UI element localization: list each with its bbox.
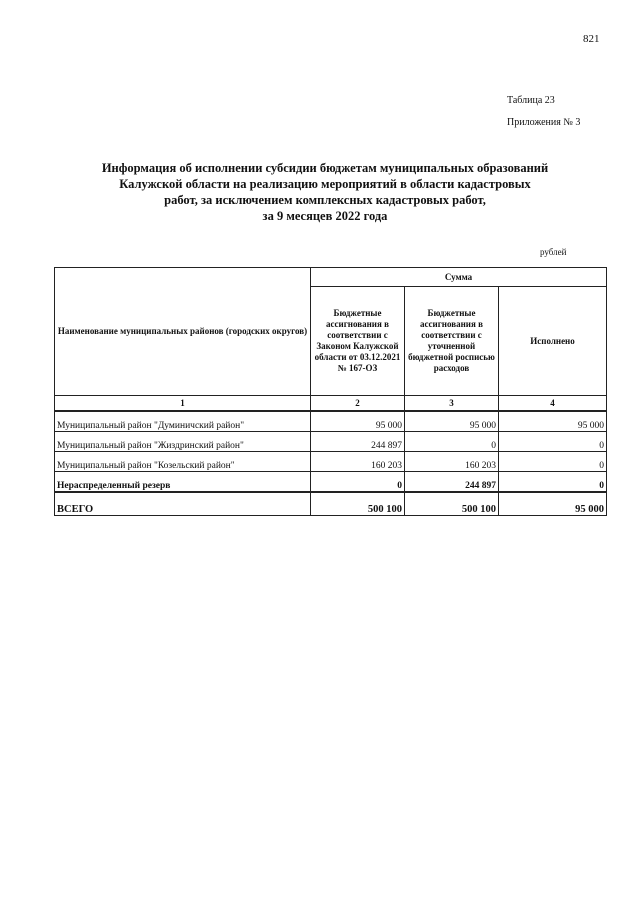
reserve-name: Нераспределенный резерв bbox=[55, 472, 311, 493]
revised-amount: 0 bbox=[405, 432, 499, 452]
law-amount: 160 203 bbox=[311, 452, 405, 472]
revised-amount: 244 897 bbox=[405, 472, 499, 493]
column-number: 4 bbox=[499, 396, 607, 412]
table-row-total bbox=[55, 492, 607, 516]
total-label: ВСЕГО bbox=[55, 492, 311, 516]
executed-amount: 95 000 bbox=[499, 411, 607, 432]
executed-amount: 0 bbox=[499, 432, 607, 452]
subsidy-table bbox=[54, 267, 607, 516]
total-executed-amount: 95 000 bbox=[499, 492, 607, 516]
column-number: 3 bbox=[405, 396, 499, 412]
units-label: рублей bbox=[540, 247, 567, 257]
law-amount: 244 897 bbox=[311, 432, 405, 452]
district-name: Муниципальный район "Думиничский район" bbox=[55, 411, 311, 432]
total-law-amount: 500 100 bbox=[311, 492, 405, 516]
table-row bbox=[55, 411, 607, 432]
header-row bbox=[55, 268, 607, 287]
revised-amount: 160 203 bbox=[405, 452, 499, 472]
district-name: Муниципальный район "Козельский район" bbox=[55, 452, 311, 472]
column-number-row bbox=[55, 396, 607, 412]
column-number: 2 bbox=[311, 396, 405, 412]
column-header-name: Наименование муниципальных районов (городских округов) bbox=[55, 268, 311, 396]
appendix-label: Приложения № 3 bbox=[507, 117, 581, 128]
executed-amount: 0 bbox=[499, 472, 607, 493]
title-line: Калужской области на реализацию мероприятий в области кадастровых bbox=[119, 177, 531, 191]
document-title bbox=[40, 160, 610, 224]
table-row bbox=[55, 452, 607, 472]
column-header-revised: Бюджетные ассигнования в соответствии с уточненной бюджетной росписью расходов bbox=[405, 287, 499, 396]
column-header-executed: Исполнено bbox=[499, 287, 607, 396]
table-row-reserve bbox=[55, 472, 607, 493]
page-number: 821 bbox=[583, 33, 600, 45]
total-revised-amount: 500 100 bbox=[405, 492, 499, 516]
title-line: Информация об исполнении субсидии бюджетам муниципальных образований bbox=[101, 161, 549, 175]
title-line: работ, за исключением комплексных кадастровых работ, bbox=[164, 193, 486, 207]
column-group-sum: Сумма bbox=[311, 268, 607, 287]
law-amount: 95 000 bbox=[311, 411, 405, 432]
column-number: 1 bbox=[55, 396, 311, 412]
law-amount: 0 bbox=[311, 472, 405, 493]
executed-amount: 0 bbox=[499, 452, 607, 472]
table-row bbox=[55, 432, 607, 452]
district-name: Муниципальный район "Жиздринский район" bbox=[55, 432, 311, 452]
revised-amount: 95 000 bbox=[405, 411, 499, 432]
column-header-law: Бюджетные ассигнования в соответствии с Законом Калужской области от 03.12.2021 № 167-ОЗ bbox=[311, 287, 405, 396]
title-line: за 9 месяцев 2022 года bbox=[262, 209, 388, 223]
table-label: Таблица 23 bbox=[507, 95, 555, 106]
